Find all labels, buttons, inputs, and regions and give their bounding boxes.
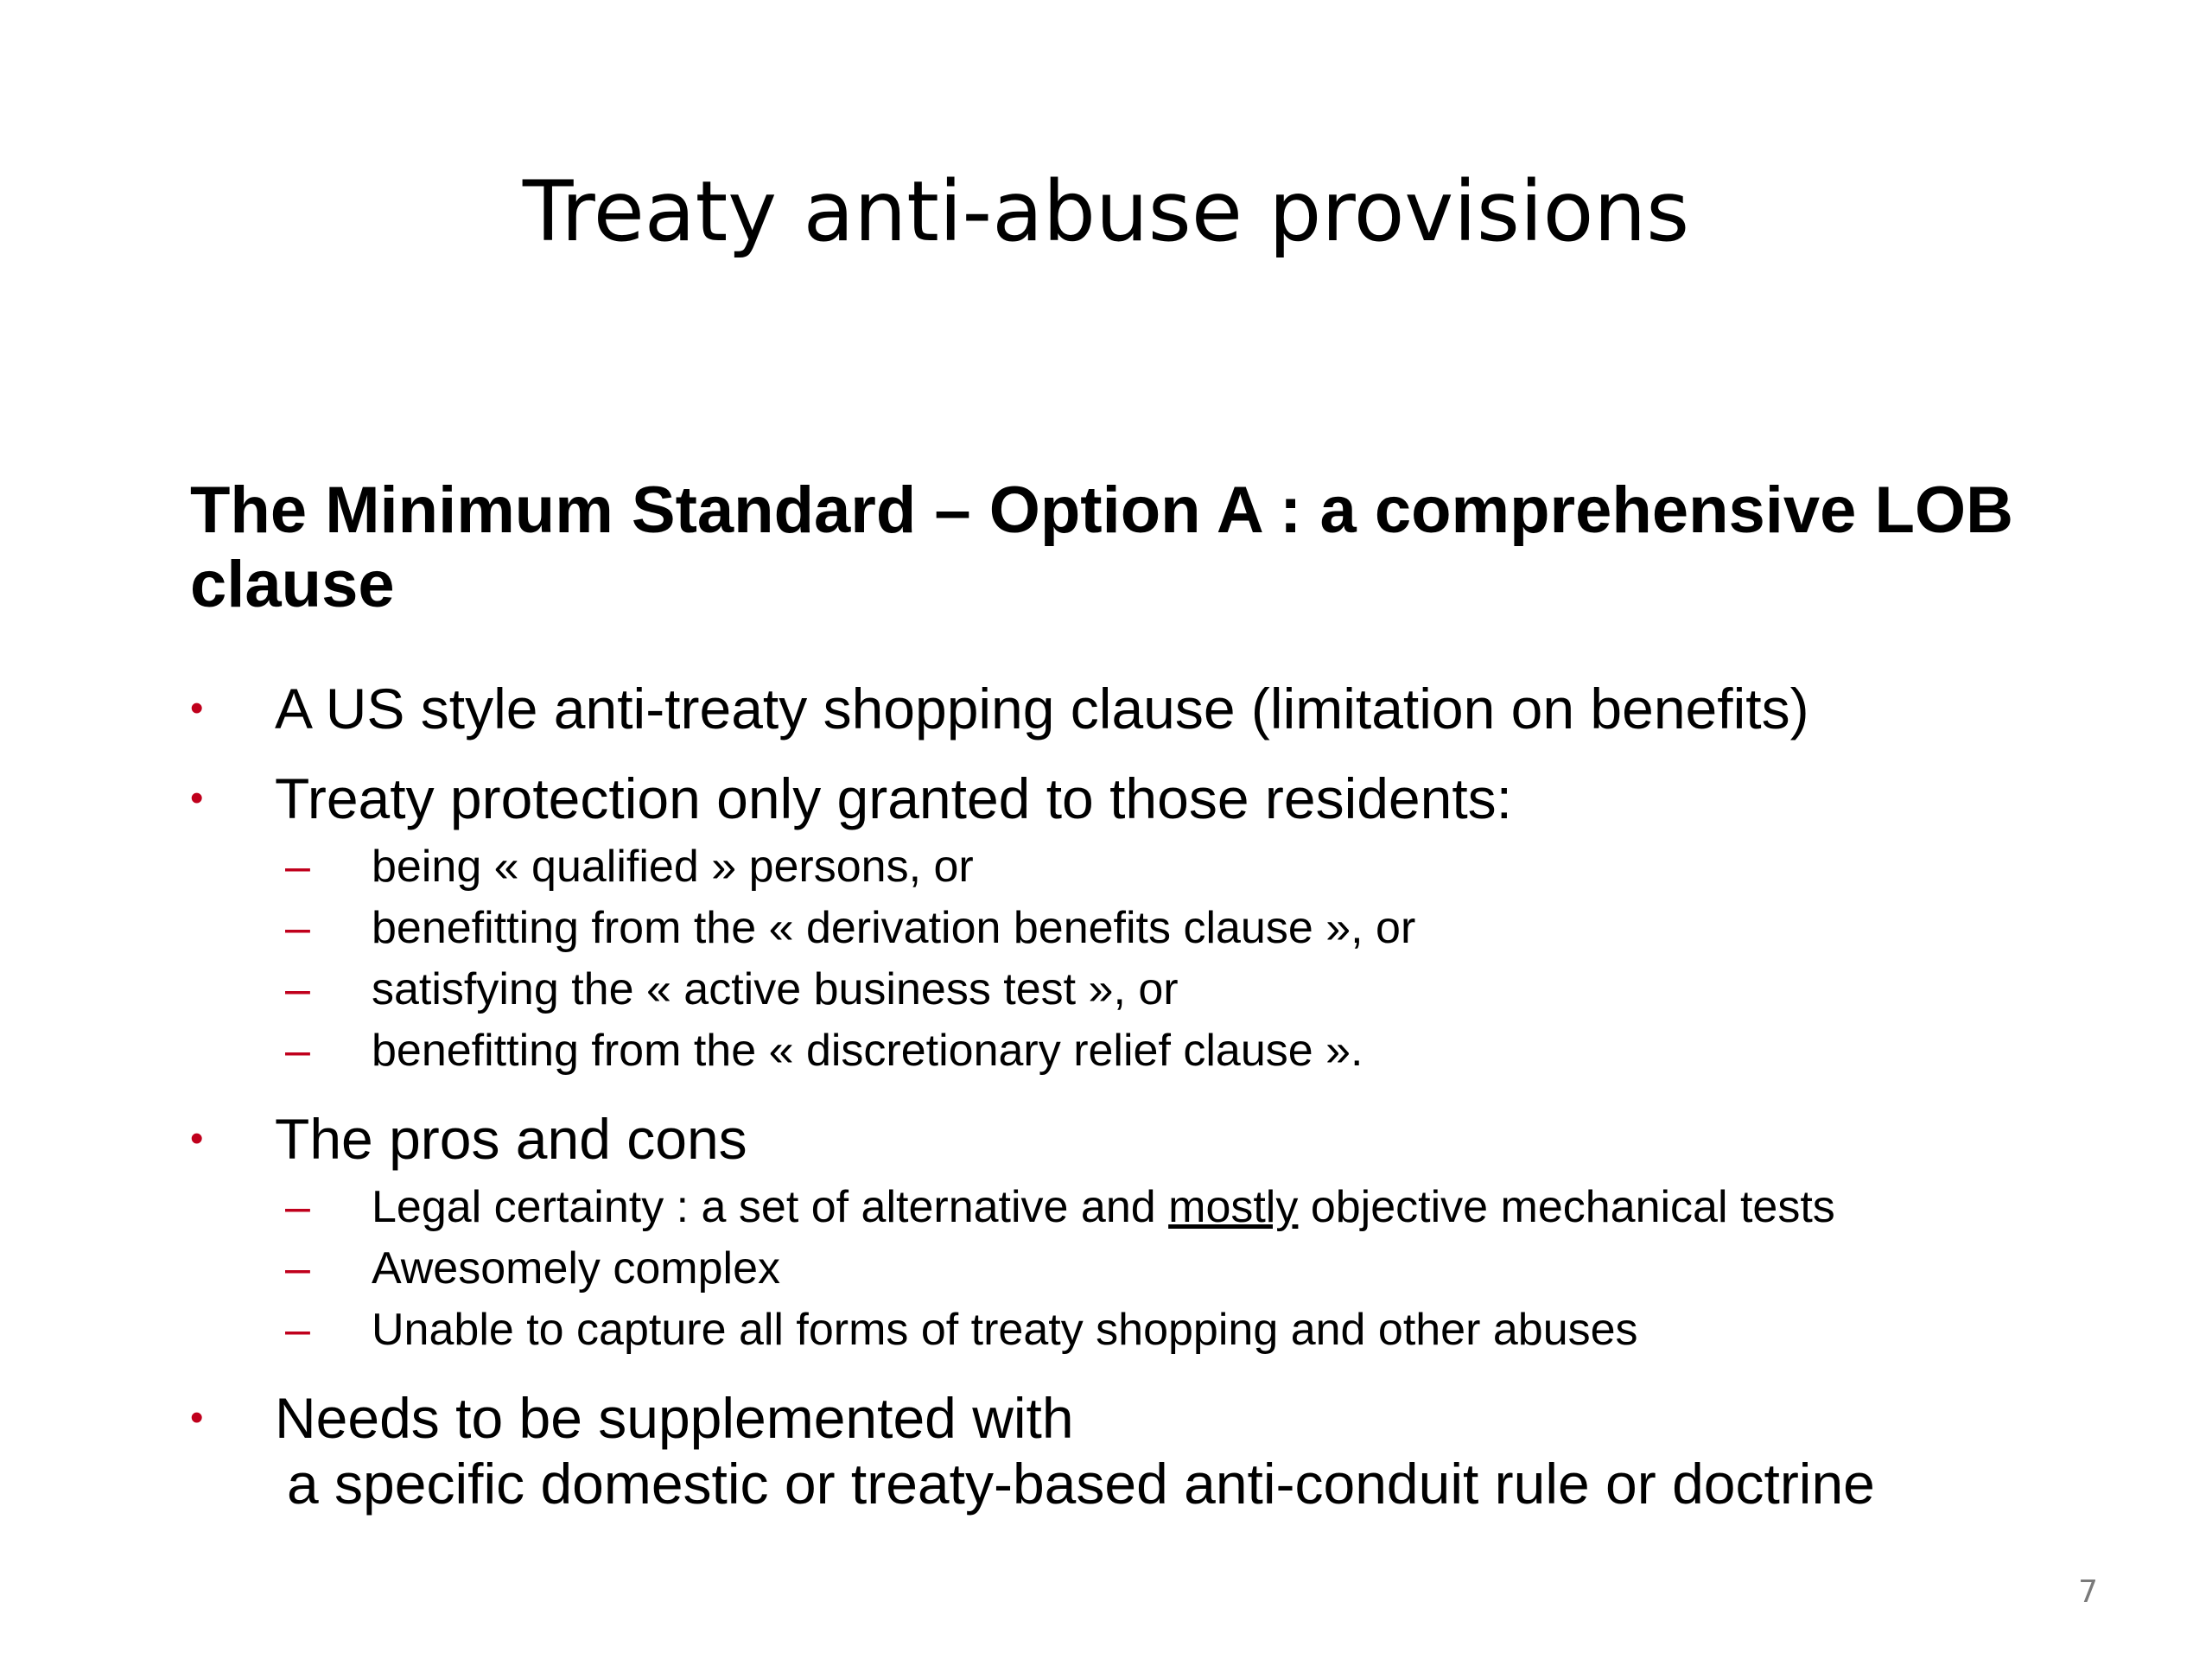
sub-bullet-item	[275, 959, 2126, 1020]
sub-bullet-text: benefitting from the « derivation benefits clause », or	[372, 903, 1416, 953]
sub-bullet-text: being « qualified » persons, or	[372, 842, 974, 892]
underlined-word: mostly	[1168, 1182, 1299, 1232]
sub-bullet-item	[275, 1177, 2126, 1238]
bullet-item	[190, 766, 2126, 1082]
sub-bullet-item	[275, 836, 2126, 898]
slide-subtitle: The Minimum Standard – Option A : a comprehensive LOB clause	[190, 474, 2013, 621]
dash-icon: –	[285, 1026, 310, 1076]
dash-icon: –	[285, 842, 310, 892]
bullet-dot-icon: •	[190, 1396, 204, 1439]
sub-bullet-item	[275, 898, 2126, 959]
slide-title: Treaty anti-abuse provisions	[522, 163, 1690, 260]
bullet-item	[190, 676, 2126, 741]
dash-icon: –	[285, 903, 310, 953]
sub-bullet-list	[275, 836, 2126, 1082]
sub-bullet-text: benefitting from the « discretionary relief clause ».	[372, 1026, 1363, 1076]
sub-bullet-text-part: objective mechanical tests	[1298, 1182, 1835, 1232]
sub-bullet-text: Unable to capture all forms of treaty shopping and other abuses	[372, 1305, 1638, 1355]
bullet-text: Needs to be supplemented with	[275, 1386, 1074, 1450]
sub-bullet-text: Awesomely complex	[372, 1243, 781, 1294]
bullet-dot-icon: •	[190, 687, 204, 729]
bullet-text: Treaty protection only granted to those residents:	[275, 766, 1513, 830]
dash-icon: –	[285, 1243, 310, 1294]
bullet-item	[190, 1106, 2126, 1361]
dash-icon: –	[285, 964, 310, 1014]
bullet-list	[190, 676, 2126, 1541]
sub-bullet-item	[275, 1020, 2126, 1082]
sub-bullet-item	[275, 1238, 2126, 1300]
bullet-dot-icon: •	[190, 1117, 204, 1160]
bullet-dot-icon: •	[190, 777, 204, 819]
sub-bullet-text: satisfying the « active business test », or	[372, 964, 1179, 1014]
sub-bullet-text-part: Legal certainty : a set of alternative and	[372, 1182, 1169, 1232]
page-number: 7	[2078, 1574, 2098, 1610]
dash-icon: –	[285, 1305, 310, 1355]
bullet-text-continuation: a specific domestic or treaty-based anti-conduit rule or doctrine	[287, 1452, 1875, 1516]
bullet-item	[190, 1385, 2126, 1516]
dash-icon: –	[285, 1182, 310, 1232]
sub-bullet-item	[275, 1300, 2126, 1361]
sub-bullet-list	[275, 1177, 2126, 1361]
bullet-text: The pros and cons	[275, 1107, 747, 1171]
bullet-text: A US style anti-treaty shopping clause (limitation on benefits)	[275, 677, 1809, 741]
